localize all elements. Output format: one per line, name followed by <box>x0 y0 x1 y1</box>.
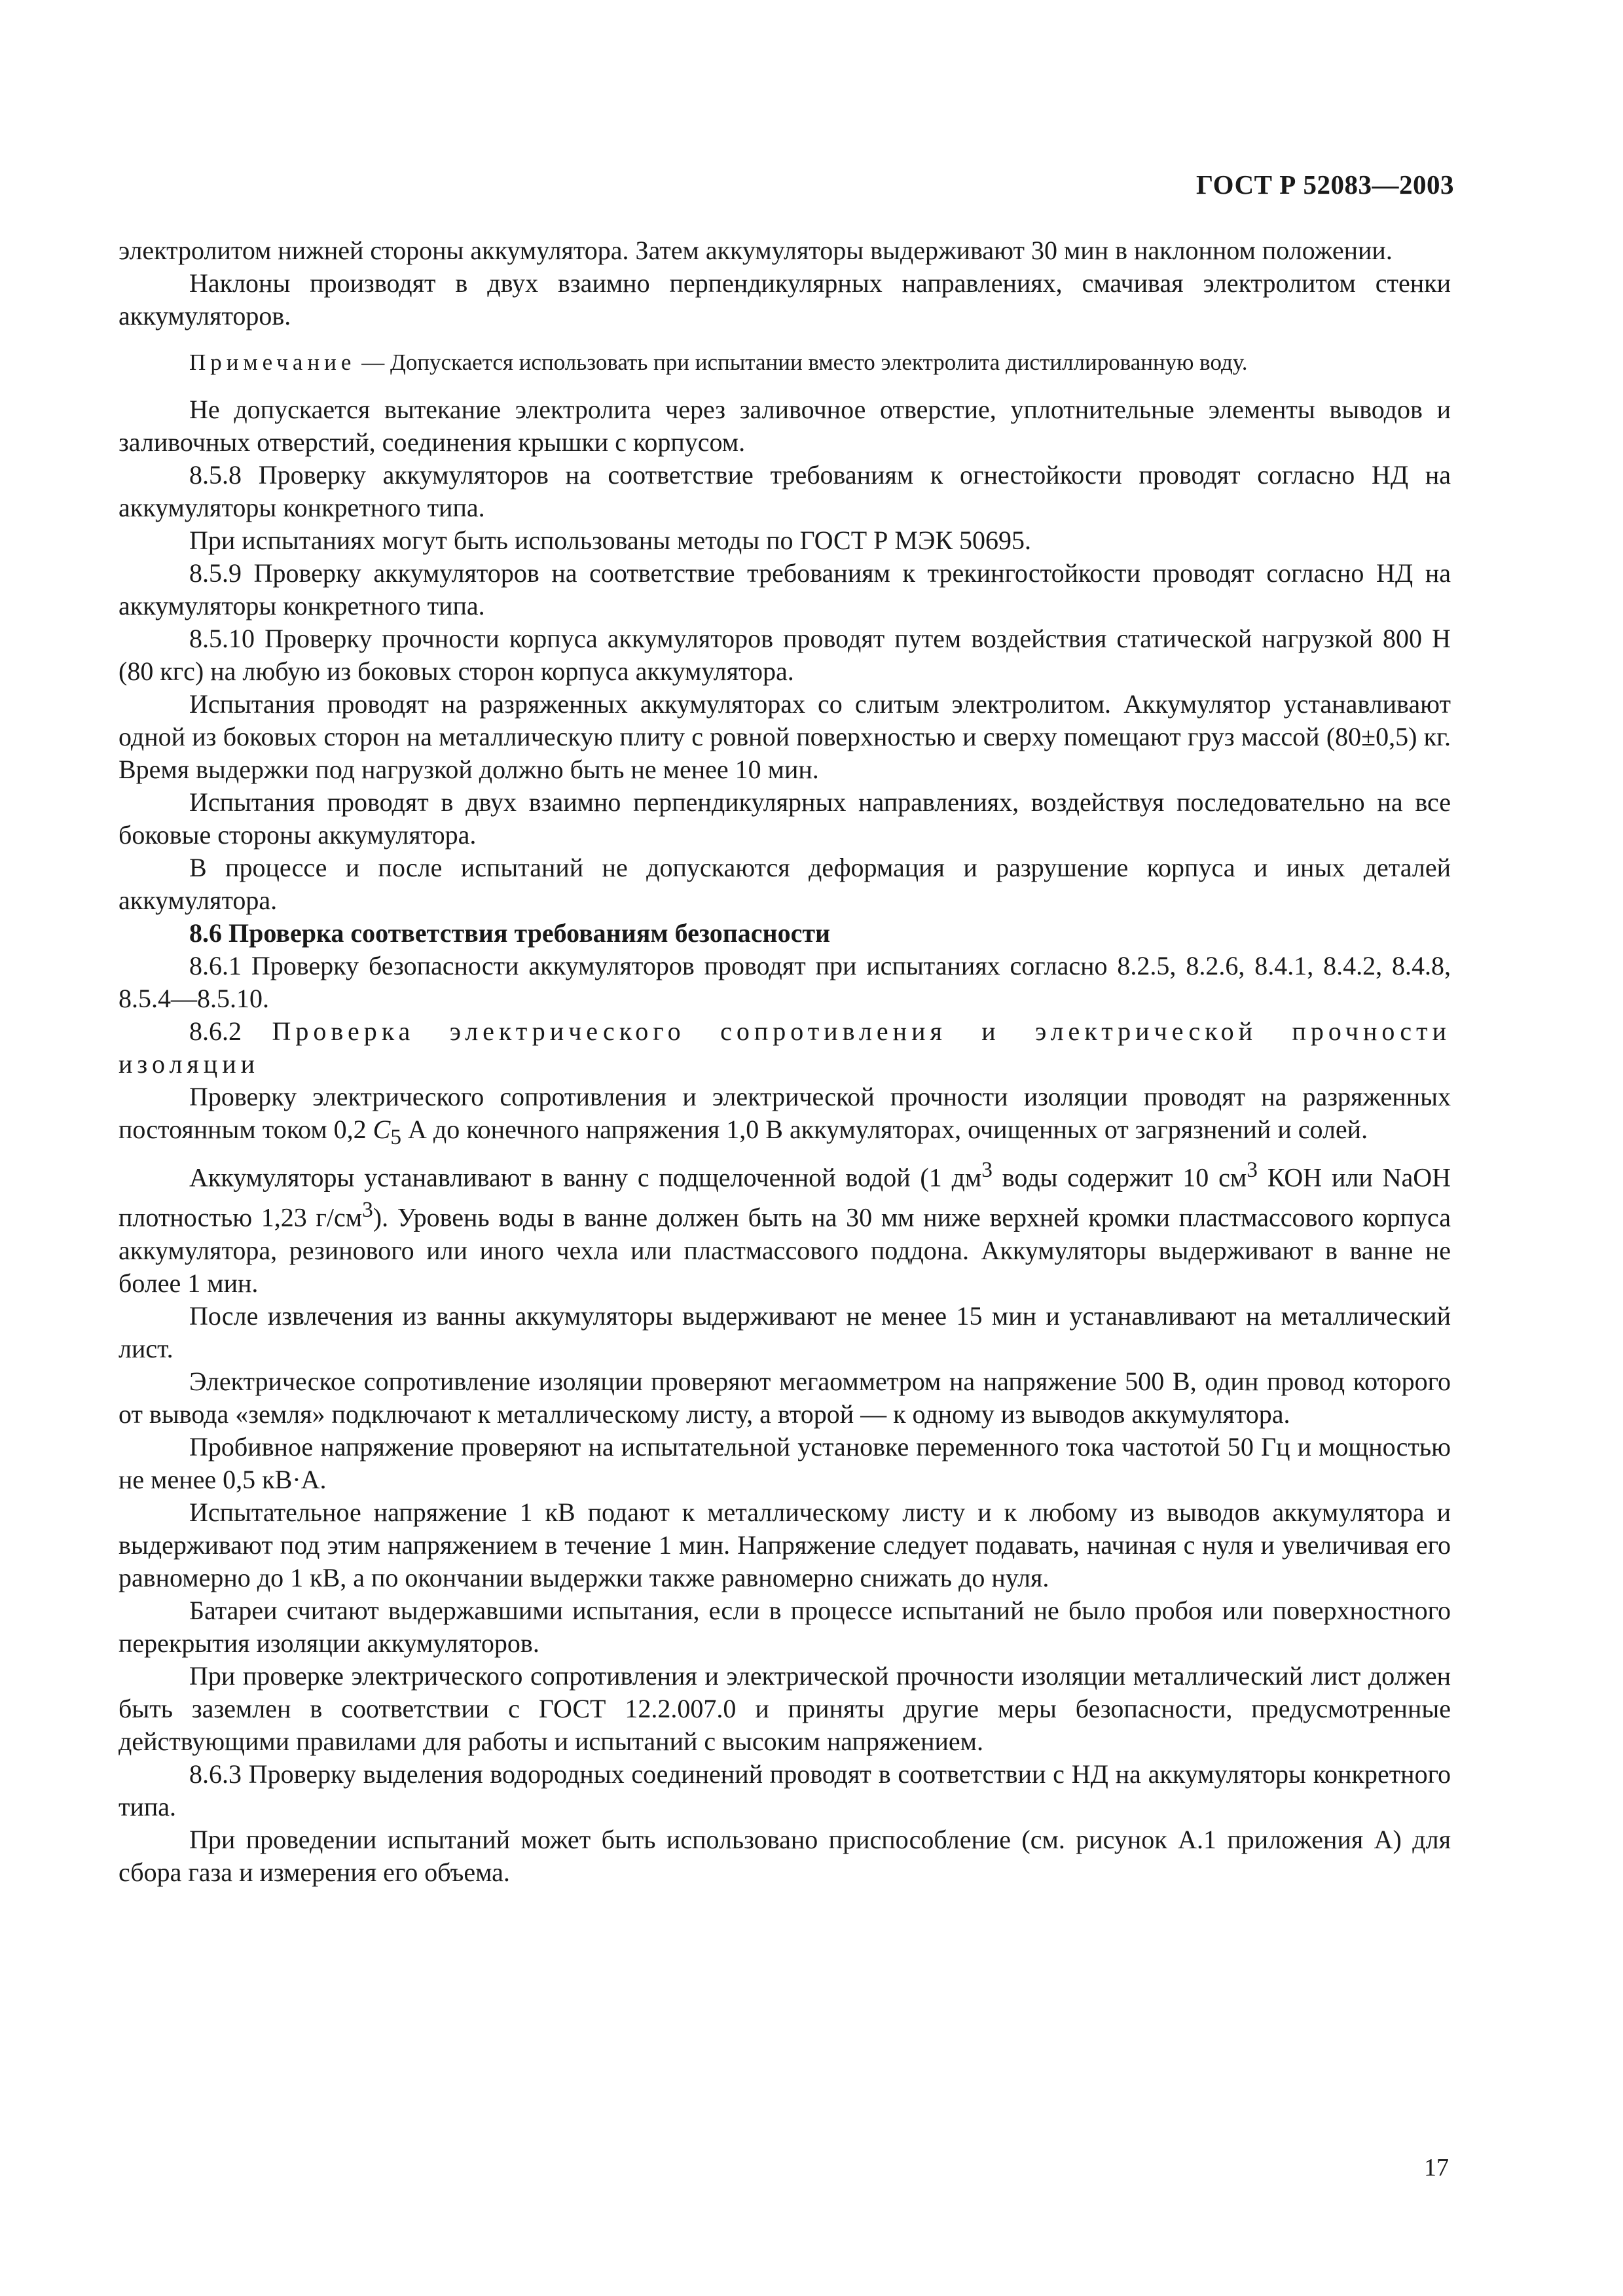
paragraph: Испытательное напряжение 1 кВ подают к металлическому листу и к любому из выводов аккумулятора и выдерживают под этим напряжением в течение 1 мин. Напряжение следует подавать, начиная с нуля и увеличивая его равномерно до 1 кВ, а по окончании выдержки также равномерно снижать до нуля. <box>119 1497 1451 1592</box>
superscript: 3 <box>981 1158 993 1182</box>
paragraph: При проверке электрического сопротивления и электрической прочности изоляции металлический лист должен быть заземлен в соответствии с ГОСТ 12.2.007.0 и приняты другие меры безопасности, предусмотренные действующими правилами для работы и испытаний с высоким напряжением. <box>119 1660 1451 1756</box>
clause-number: 8.6.2 <box>189 1016 272 1046</box>
text-run: воды содержит 10 см <box>992 1162 1247 1193</box>
paragraph: При проведении испытаний может быть использовано приспособление (см. рисунок А.1 приложения А) для сбора газа и измерения его объема. <box>119 1824 1451 1887</box>
clause-title: Проверка электрического сопротивления и электрической прочности изоляции <box>119 1016 1451 1079</box>
paragraph: При испытаниях могут быть использованы методы по ГОСТ Р МЭК 50695. <box>189 526 1032 555</box>
text-run: А до конечного напряжения 1,0 В аккумуляторах, очищенных от загрязнений и солей. <box>401 1115 1368 1144</box>
superscript: 3 <box>362 1198 373 1223</box>
text-run: Аккумуляторы устанавливают в ванну с подщелоченной водой (1 дм <box>189 1162 982 1193</box>
clause-8-6-1: 8.6.1 Проверку безопасности аккумуляторов проводят при испытаниях согласно 8.2.5, 8.2.6, 8.4.1, 8.4.2, 8.4.8, 8.5.4—8.5.10. <box>119 951 1451 1013</box>
clause-8-5-10: 8.5.10 Проверку прочности корпуса аккумуляторов проводят путем воздействия статической нагрузкой 800 Н (80 кгс) на любую из боковых сторон корпуса аккумулятора. <box>119 624 1451 686</box>
paragraph: Электрическое сопротивление изоляции проверяют мегаомметром на напряжение 500 В, один провод которого от вывода «земля» подключают к металлическому листу, а второй — к одному из выводов аккумулятора. <box>119 1366 1451 1429</box>
paragraph-continuation: электролитом нижней стороны аккумулятора. Затем аккумуляторы выдерживают 30 мин в наклонном положении. <box>119 236 1393 265</box>
note <box>119 347 1451 378</box>
clause-8-6-3: 8.6.3 Проверку выделения водородных соединений проводят в соответствии с НД на аккумуляторы конкретного типа. <box>119 1759 1451 1821</box>
paragraph: В процессе и после испытаний не допускаются деформация и разрушение корпуса и иных деталей аккумулятора. <box>119 853 1451 915</box>
paragraph <box>119 1154 1451 1300</box>
paragraph: Испытания проводят на разряженных аккумуляторах со слитым электролитом. Аккумулятор устанавливают одной из боковых сторон на металлическую плиту с ровной поверхностью и сверху помещают груз массой (80±0,5) кг. Время выдержки под нагрузкой должно быть не менее 10 мин. <box>119 689 1451 784</box>
note-label: Примечание <box>189 350 356 375</box>
document-code-header: ГОСТ Р 52083—2003 <box>1196 170 1454 200</box>
page-number: 17 <box>1424 2154 1449 2181</box>
text-run: Проверку электрического сопротивления и электрической прочности изоляции проводят на разряженных постоянным током 0,2 <box>119 1082 1451 1144</box>
document-body <box>119 234 1451 1889</box>
paragraph: Батареи считают выдержавшими испытания, если в процессе испытаний не было пробоя или поверхностного перекрытия изоляции аккумуляторов. <box>119 1595 1451 1658</box>
paragraph: Не допускается вытекание электролита через заливочное отверстие, уплотнительные элементы выводов и заливочных отверстий, соединения крышки с корпусом. <box>119 395 1451 457</box>
text-run: КОН или NaOH плотностью 1,23 г/см <box>119 1162 1451 1232</box>
clause-8-6-2-heading <box>119 1015 1451 1081</box>
capacity-symbol: C <box>373 1115 391 1144</box>
paragraph: Испытания проводят в двух взаимно перпендикулярных направлениях, воздействуя последовательно на все боковые стороны аккумулятора. <box>119 787 1451 850</box>
superscript: 3 <box>1247 1158 1258 1182</box>
clause-8-5-8: 8.5.8 Проверку аккумуляторов на соответствие требованиям к огнестойкости проводят согласно НД на аккумуляторы конкретного типа. <box>119 460 1451 522</box>
capacity-subscript: 5 <box>390 1125 402 1149</box>
paragraph: Наклоны производят в двух взаимно перпендикулярных направлениях, смачивая электролитом стенки аккумуляторов. <box>119 268 1451 331</box>
section-heading-8-6: 8.6 Проверка соответствия требованиям безопасности <box>189 918 831 948</box>
text-run: ). Уровень воды в ванне должен быть на 30 мм ниже верхней кромки пластмассового корпуса аккумулятора, резинового или иного чехла или пластмассового поддона. Аккумуляторы выдерживают в ванне не более 1 мин. <box>119 1202 1451 1298</box>
paragraph: Пробивное напряжение проверяют на испытательной установке переменного тока частотой 50 Гц и мощностью не менее 0,5 кВ·А. <box>119 1431 1451 1494</box>
paragraph <box>119 1081 1451 1154</box>
clause-8-5-9: 8.5.9 Проверку аккумуляторов на соответствие требованиям к трекингостойкости проводят согласно НД на аккумуляторы конкретного типа. <box>119 558 1451 620</box>
note-text: — Допускается использовать при испытании вместо электролита дистиллированную воду. <box>356 350 1248 375</box>
paragraph: После извлечения из ванны аккумуляторы выдерживают не менее 15 мин и устанавливают на металлический лист. <box>119 1300 1451 1363</box>
